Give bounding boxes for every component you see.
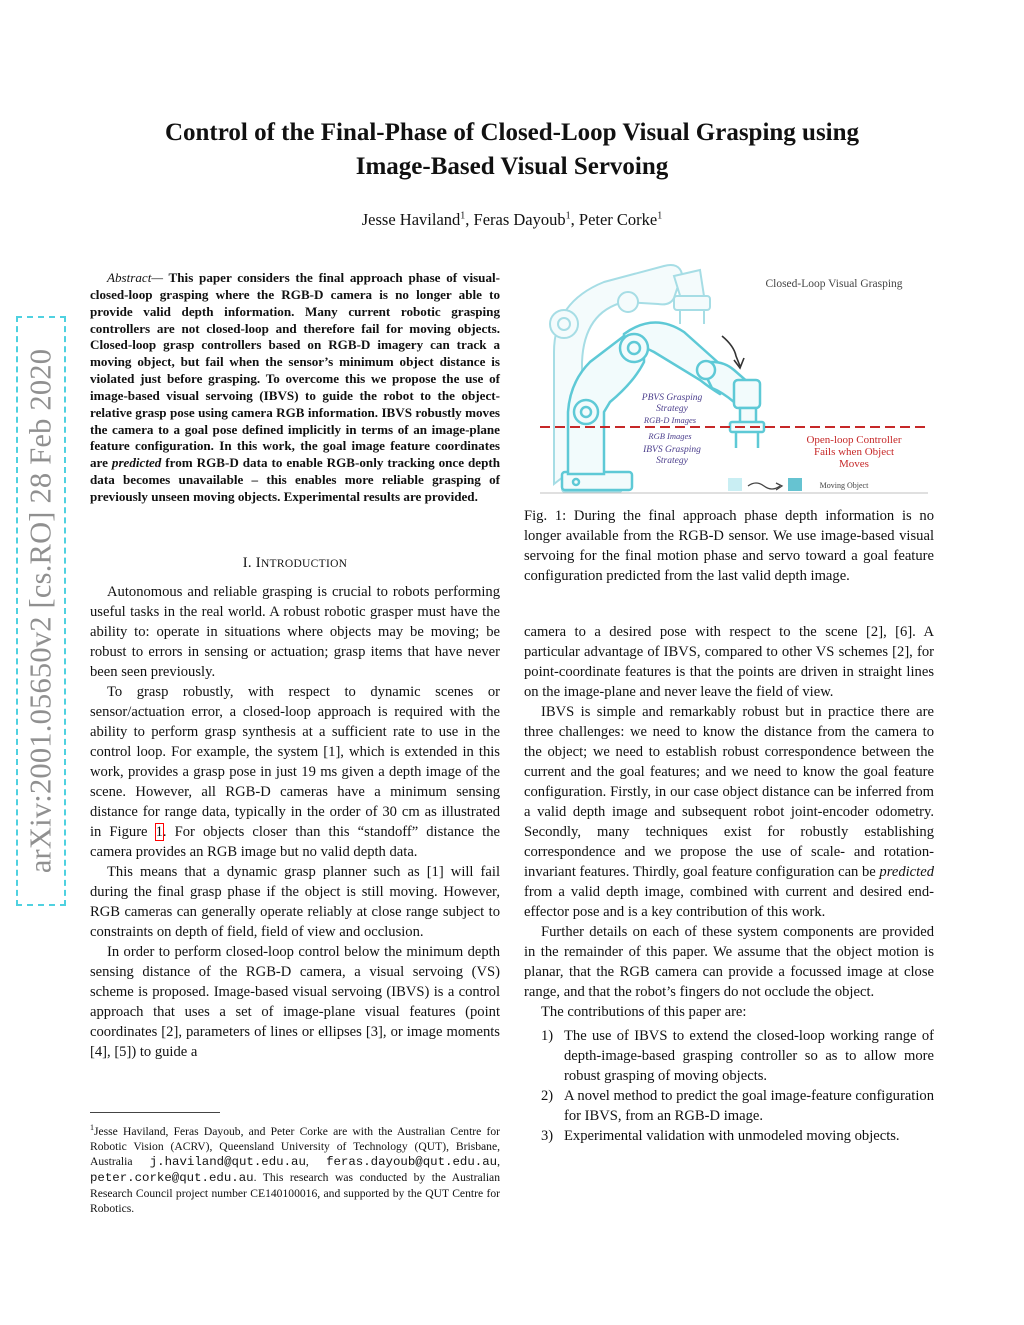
author-1: Jesse Haviland — [361, 210, 461, 229]
author-3-affil: 1 — [657, 210, 663, 222]
author-2: Feras Dayoub — [473, 210, 566, 229]
email-haviland[interactable]: j.haviland@qut.edu.au — [149, 1154, 306, 1169]
emphasis-predicted: predicted — [879, 864, 934, 880]
object-end-icon — [788, 478, 802, 491]
paragraph — [524, 702, 934, 922]
paragraph: Further details on each of these system components are provided in the remainder of this paper. We assume that the object motion is planar, that the RGB camera can provide a focussed image at close range, and that the robot’s fingers do not occlude the object. — [524, 924, 934, 1000]
author-2-affil: 1 — [565, 210, 571, 222]
squiggle-arrow-icon — [748, 483, 780, 489]
pbvs-label-1: PBVS Grasping — [641, 393, 703, 403]
list-item-text: A novel method to predict the goal image-feature configuration for IBVS, from an RGB-D image. — [564, 1088, 934, 1124]
paragraph-text: . For objects closer than this “standoff” distance the camera provides an RGB image but no valid depth data. — [90, 824, 500, 860]
paragraph: camera to a desired pose with respect to the scene [2], [6]. A particular advantage of IBVS, compared to other VS schemes [2], for point-coordinate features is that the points are driven in straight lines on the image-plane and never leave the field of view. — [524, 624, 934, 700]
left-column — [90, 582, 500, 1062]
rgb-images-label: RGB Images — [648, 431, 692, 441]
footnote-text-2: . This research was conducted by the Australian Research Council project number CE140100016, and supported by the QUT Centre for Robotics. — [90, 1170, 500, 1215]
paragraph-text: from a valid depth image, combined with current and desired end-effector pose and is a key contribution of this work. — [524, 884, 934, 920]
arxiv-identifier[interactable]: arXiv:2001.05650v2 [cs.RO] 28 Feb 2020 — [23, 348, 58, 874]
list-item — [524, 1126, 934, 1146]
pbvs-label-2: Strategy — [656, 404, 688, 414]
title-line-1: Control of the Final-Phase of Closed-Loop Visual Grasping using — [164, 119, 860, 146]
ibvs-label-1: IBVS Grasping — [643, 445, 701, 455]
author-1-affil: 1 — [460, 210, 466, 222]
abstract-text-2: from RGB-D data to enable RGB-only tracking once depth data becomes unavailable – this enables more reliable grasping of previously unseen moving objects. Experimental results are provided. — [90, 455, 500, 504]
list-item-text: Experimental validation with unmodeled moving objects. — [564, 1128, 900, 1144]
paragraph — [90, 682, 500, 862]
figure-1-caption: Fig. 1: During the final approach phase depth information is no longer available from the RGB-D sensor. We use image-based visual servoing for the final motion phase and servo toward a goal feature configuration predicted from the last valid depth image. — [524, 508, 934, 584]
figure-1 — [524, 262, 934, 498]
ibvs-label-2: Strategy — [656, 456, 688, 466]
figure-title: Closed-Loop Visual Grasping — [765, 278, 903, 290]
list-item-number: 2) — [541, 1088, 554, 1104]
abstract-label: Abstract — [107, 270, 152, 285]
paragraph-text: To grasp robustly, with respect to dynamic scenes or sensor/actuation error, a closed-loop approach is required with the ability to perform grasp synthesis at a sufficient rate to use in the control loop. For example, the system [1], which is extended in this work, provides a grasp pose in just 19 ms given a depth image of the scene. However, all RGB-D cameras have a minimum sensing distance for range data, typically in the order of 30 cm as illustrated in Figure — [90, 684, 500, 840]
section-first-letter: I — [255, 555, 261, 571]
paper-title — [90, 116, 934, 184]
contributions-list — [524, 1026, 934, 1146]
paragraph: In order to perform closed-loop control below the minimum depth sensing distance of the RGB-D camera, a visual servoing (VS) scheme is proposed. Image-based visual servoing (IBVS) is a control approach that uses a set of image-plane visual features (point coordinates [2], parameters of lines or ellipses [3], or image moments [4], [5]) to guide a — [90, 944, 500, 1060]
open-loop-label-1: Open-loop Controller — [806, 434, 902, 446]
object-start-icon — [728, 478, 742, 491]
email-dayoub[interactable]: feras.dayoub@qut.edu.au — [326, 1154, 498, 1169]
footnote-text-1: Jesse Haviland, Feras Dayoub, and Peter Corke are with the Australian Centre for Robotic Vision (ACRV), Queensland University of Technology (QUT), Brisbane, Australia — [90, 1124, 500, 1168]
footnote — [90, 1120, 500, 1216]
abstract-predicted: predicted — [111, 455, 162, 471]
figure-reference-link[interactable]: 1 — [155, 824, 163, 840]
abstract-dash: — — [151, 270, 164, 285]
abstract-text-1: This paper considers the final approach phase of visual-closed-loop grasping where the RGB-D camera is no longer able to provide valid depth information. Many current robotic grasping controllers are not closed-loop and therefore fail for moving objects. Closed-loop grasp controllers based on RGB-D imagery can track a moving object, but fail when the sensor’s minimum object distance is violated just before grasping. To overcome this we propose the use of image-based visual servoing (IBVS) to guide the robot to the object-relative grasp pose using camera RGB information. IBVS robustly moves the camera to a goal pose defined implicitly in terms of an image-plane feature configuration. In this work, the goal image feature coordinates are — [90, 270, 500, 471]
open-loop-label-3: Moves — [839, 458, 869, 470]
footnote-mark: 1 — [90, 1123, 94, 1132]
list-item — [524, 1086, 934, 1126]
list-item-number: 3) — [541, 1128, 554, 1144]
title-line-2: Image-Based Visual Servoing — [355, 153, 669, 180]
moving-object-label: Moving Object — [819, 481, 869, 490]
section-heading-introduction — [90, 555, 500, 572]
paragraph-text: IBVS is simple and remarkably robust but in practice there are three challenges: we need to know the distance from the camera to the object; we need to establish robust correspondence between the current and the goal features; and we need to know the goal feature configuration. Firstly, in our case object distance can be inferred from a valid depth image and subsequent robot joint-encoder odometry. Secondly, many techniques exist for robustly establishing correspondence and we propose the use of scale- and rotation-invariant features. Thirdly, goal feature configuration can be — [524, 704, 934, 880]
paragraph: This means that a dynamic grasp planner such as [1] will fail during the final grasp phase if the object is still moving. However, RGB cameras can generally operate reliably at close range subject to constraints on depth of field, field of view and occlusion. — [90, 864, 500, 940]
abstract — [90, 270, 500, 506]
paragraph: Autonomous and reliable grasping is crucial to robots performing useful tasks in the real world. A robust robotic grasper must have the ability to: operate in situations where objects may be moving; be robust to errors in sensing or actuation; grasp items that have never been seen previously. — [90, 584, 500, 680]
footnote-sep: , — [305, 1154, 327, 1168]
author-3: Peter Corke — [578, 210, 658, 229]
rgbd-images-label: RGB-D Images — [643, 415, 697, 425]
list-item-number: 1) — [541, 1028, 554, 1044]
list-item-text: The use of IBVS to extend the closed-loop working range of depth-image-based grasping controller so as to allow more robust grasping of moving objects. — [564, 1028, 934, 1084]
section-number: I. — [242, 555, 252, 571]
list-item — [524, 1026, 934, 1086]
figure-1-diagram — [524, 262, 934, 498]
open-loop-label-2: Fails when Object — [813, 446, 895, 458]
author-list: Jesse Haviland$^1$, Feras Dayoub$^1$, Peter Corke$^1$ — [361, 210, 663, 229]
email-corke[interactable]: peter.corke@qut.edu.au — [90, 1170, 254, 1185]
motion-arrow — [722, 336, 740, 366]
section-rest: NTRODUCTION — [260, 558, 348, 570]
paragraph: The contributions of this paper are: — [541, 1004, 747, 1020]
footnote-sep: , — [497, 1154, 500, 1168]
right-column — [524, 622, 934, 1146]
